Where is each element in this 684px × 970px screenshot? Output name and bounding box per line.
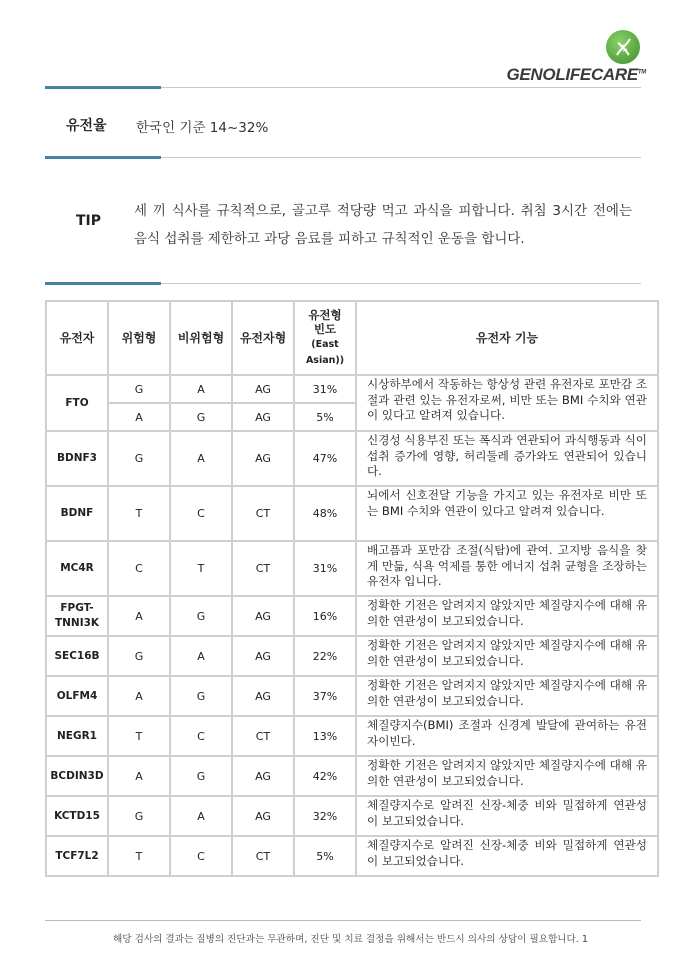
table-header-row	[46, 301, 658, 375]
risk-allele: G	[108, 431, 170, 486]
gene-name: FTO	[46, 375, 108, 431]
frequency: 31%	[294, 541, 356, 596]
header-genotype: 유전자형	[232, 301, 294, 375]
logo-wordmark: GENOLIFECARE™	[506, 65, 646, 84]
gene-name: MC4R	[46, 541, 108, 596]
table-row	[46, 486, 658, 541]
header-frequency: 유전형 빈도 (East Asian))	[294, 301, 356, 375]
gene-function: 시상하부에서 작동하는 항상성 관련 유전자로 포만감 조절과 관련 있는 유전자로써, 비만 또는 BMI 수치와 연관이 있다고 알려져 있습니다.	[356, 375, 658, 431]
frequency: 31%	[294, 375, 356, 403]
frequency: 47%	[294, 431, 356, 486]
genotype: AG	[232, 596, 294, 636]
frequency: 42%	[294, 756, 356, 796]
gene-function: 체질량지수(BMI) 조절과 신경계 발달에 관여하는 유전자이빈다.	[356, 716, 658, 756]
footer-divider	[45, 920, 641, 921]
gene-name: TCF7L2	[46, 836, 108, 876]
nonrisk-allele: G	[170, 596, 232, 636]
genotype: AG	[232, 431, 294, 486]
gene-function: 배고픔과 포만감 조절(식탐)에 관여. 고지방 음식을 찾게 만듦, 식욕 억제를 통한 에너지 섭취 균형을 조장하는 유전자 입니다.	[356, 541, 658, 596]
table-row	[46, 636, 658, 676]
gene-name: BDNF	[46, 486, 108, 541]
genotype: CT	[232, 486, 294, 541]
nonrisk-allele: T	[170, 541, 232, 596]
gene-function: 뇌에서 신호전달 기능을 가지고 있는 유전자로 비만 또는 BMI 수치와 연관이 있다고 알려져 있습니다.	[356, 486, 658, 541]
header-function: 유전자 기능	[356, 301, 658, 375]
section-divider	[45, 87, 641, 88]
risk-allele: A	[108, 596, 170, 636]
nonrisk-allele: G	[170, 403, 232, 431]
header-nonrisk: 비위험형	[170, 301, 232, 375]
gene-table	[45, 300, 659, 877]
table-row	[46, 541, 658, 596]
nonrisk-allele: A	[170, 796, 232, 836]
frequency: 16%	[294, 596, 356, 636]
table-row	[46, 836, 658, 876]
nonrisk-allele: A	[170, 636, 232, 676]
gene-name: OLFM4	[46, 676, 108, 716]
risk-allele: A	[108, 403, 170, 431]
genotype: AG	[232, 375, 294, 403]
frequency: 48%	[294, 486, 356, 541]
nonrisk-allele: A	[170, 375, 232, 403]
genotype: AG	[232, 676, 294, 716]
genotype: CT	[232, 836, 294, 876]
header-risk: 위험형	[108, 301, 170, 375]
nonrisk-allele: A	[170, 431, 232, 486]
gene-name: KCTD15	[46, 796, 108, 836]
gene-name: BCDIN3D	[46, 756, 108, 796]
frequency: 13%	[294, 716, 356, 756]
nonrisk-allele: C	[170, 716, 232, 756]
gene-function: 체질량지수로 알려진 신장-체중 비와 밀접하게 연관성이 보고되었습니다.	[356, 836, 658, 876]
gene-function: 정확한 기전은 알려지지 않았지만 체질량지수에 대해 유의한 연관성이 보고되었습니다.	[356, 636, 658, 676]
tip-label: TIP	[76, 213, 102, 229]
nonrisk-allele: C	[170, 836, 232, 876]
risk-allele: G	[108, 636, 170, 676]
gene-name: FPGT-TNNI3K	[46, 596, 108, 636]
gene-name: SEC16B	[46, 636, 108, 676]
frequency: 37%	[294, 676, 356, 716]
table-row	[46, 676, 658, 716]
frequency: 5%	[294, 403, 356, 431]
gene-function: 정확한 기전은 알려지지 않았지만 체질량지수에 대해 유의한 연관성이 보고되었습니다.	[356, 676, 658, 716]
table-row	[46, 375, 658, 403]
genotype: CT	[232, 716, 294, 756]
risk-allele: T	[108, 836, 170, 876]
gene-function: 신경성 식용부진 또는 폭식과 연관되어 과식행동과 식이섭취 증가에 영향, 허리둘레 증가와도 연관되어 있습니다.	[356, 431, 658, 486]
genotype: AG	[232, 403, 294, 431]
table-row	[46, 756, 658, 796]
header-gene: 유전자	[46, 301, 108, 375]
table-row	[46, 596, 658, 636]
risk-allele: G	[108, 796, 170, 836]
genotype: AG	[232, 756, 294, 796]
risk-allele: T	[108, 486, 170, 541]
section-divider	[45, 283, 641, 284]
table-row	[46, 716, 658, 756]
genotype: CT	[232, 541, 294, 596]
genolifecare-logo	[506, 30, 646, 85]
heritability-value: 한국인 기준 14~32%	[136, 120, 269, 136]
heritability-label: 유전율	[66, 118, 107, 134]
gene-name: BDNF3	[46, 431, 108, 486]
page-mark: 1	[581, 934, 589, 945]
risk-allele: A	[108, 676, 170, 716]
gene-name: NEGR1	[46, 716, 108, 756]
nonrisk-allele: C	[170, 486, 232, 541]
nonrisk-allele: G	[170, 676, 232, 716]
nonrisk-allele: G	[170, 756, 232, 796]
gene-function: 정확한 기전은 알려지지 않았지만 체질량지수에 대해 유의한 연관성이 보고되었습니다.	[356, 596, 658, 636]
table-row	[46, 431, 658, 486]
tip-text: 세 끼 식사를 규칙적으로, 골고루 적당량 먹고 과식을 피합니다. 취침 3시간 전에는 음식 섭취를 제한하고 과당 음료를 피하고 규칙적인 운동을 합니다.	[134, 203, 632, 247]
gene-function: 정확한 기전은 알려지지 않았지만 체질량지수에 대해 유의한 연관성이 보고되었습니다.	[356, 756, 658, 796]
frequency: 32%	[294, 796, 356, 836]
dna-leaf-icon	[606, 30, 640, 64]
genotype: AG	[232, 636, 294, 676]
risk-allele: C	[108, 541, 170, 596]
genotype: AG	[232, 796, 294, 836]
risk-allele: G	[108, 375, 170, 403]
risk-allele: T	[108, 716, 170, 756]
table-row	[46, 796, 658, 836]
section-divider	[45, 157, 641, 158]
frequency: 5%	[294, 836, 356, 876]
footer-disclaimer: 해당 검사의 결과는 질병의 진단과는 무관하며, 진단 및 치료 결정을 위해서는 반드시 의사의 상담이 필요합니다. 1	[113, 934, 589, 945]
frequency: 22%	[294, 636, 356, 676]
gene-function: 체질량지수로 알려진 신장-체중 비와 밀접하게 연관성이 보고되었습니다.	[356, 796, 658, 836]
risk-allele: A	[108, 756, 170, 796]
